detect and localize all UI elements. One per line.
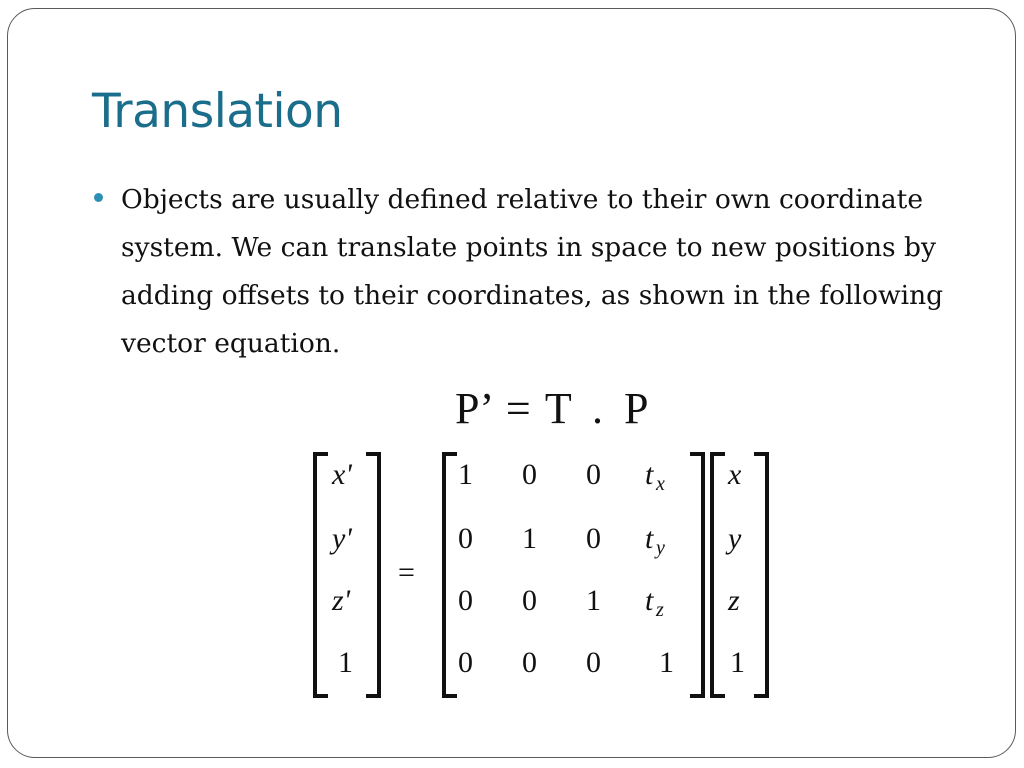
matrix-cell: 0 [458,646,473,679]
equation-lhs: P’ [455,384,491,433]
matrix-cell: 0 [458,522,473,555]
input-vector-entry: y [728,522,742,555]
vector-equation [455,383,648,434]
result-vector-right-bracket [366,454,379,696]
input-vector-entry: z [728,584,740,617]
matrix-cell: 0 [458,584,473,617]
matrix-cell: 1 [586,584,601,617]
matrix-cell: 0 [522,584,537,617]
matrix-cell: t [645,458,654,491]
matrix-equals: = [398,556,415,589]
matrix-cell: 1 [458,458,473,491]
equation-t: T [544,384,571,433]
matrix-cell: 0 [586,522,601,555]
input-vector-entry: 1 [730,646,745,679]
result-vector-left-bracket [315,454,328,696]
matrix-cell: 0 [586,646,601,679]
input-vector-entry: x [728,458,742,491]
matrix-cell: 1 [522,522,537,555]
matrix-equation [300,448,780,704]
slide-title: Translation [92,84,343,139]
matrix-cell: t [645,584,654,617]
equation-dot: . [592,384,603,433]
matrix-cell: 0 [522,646,537,679]
bullet-text: Objects are usually defined relative to their own coordinate system. We can translate points in space to new positions by adding offsets to their coordinates, as shown in the following vector equation. [121,184,944,359]
equation-p: P [624,384,649,433]
matrix-cell-subscript: y [656,537,665,559]
matrix-cell: 1 [659,646,674,679]
input-vector-left-bracket [712,454,725,696]
translation-matrix-left-bracket [444,454,457,696]
bullet-dot-icon [94,193,103,202]
result-vector-entry: 1 [338,646,353,679]
result-vector-entry: x' [332,458,352,491]
result-vector-entry: y' [332,522,352,555]
result-vector-entry: z' [332,584,351,617]
matrix-cell: t [645,522,654,555]
matrix-cell: 0 [586,458,601,491]
input-vector-right-bracket [754,454,767,696]
matrix-cell-subscript: z [656,599,664,621]
equation-equals: = [505,384,531,433]
matrix-cell: 0 [522,458,537,491]
matrix-cell-subscript: x [656,473,665,495]
translation-matrix-right-bracket [690,454,703,696]
